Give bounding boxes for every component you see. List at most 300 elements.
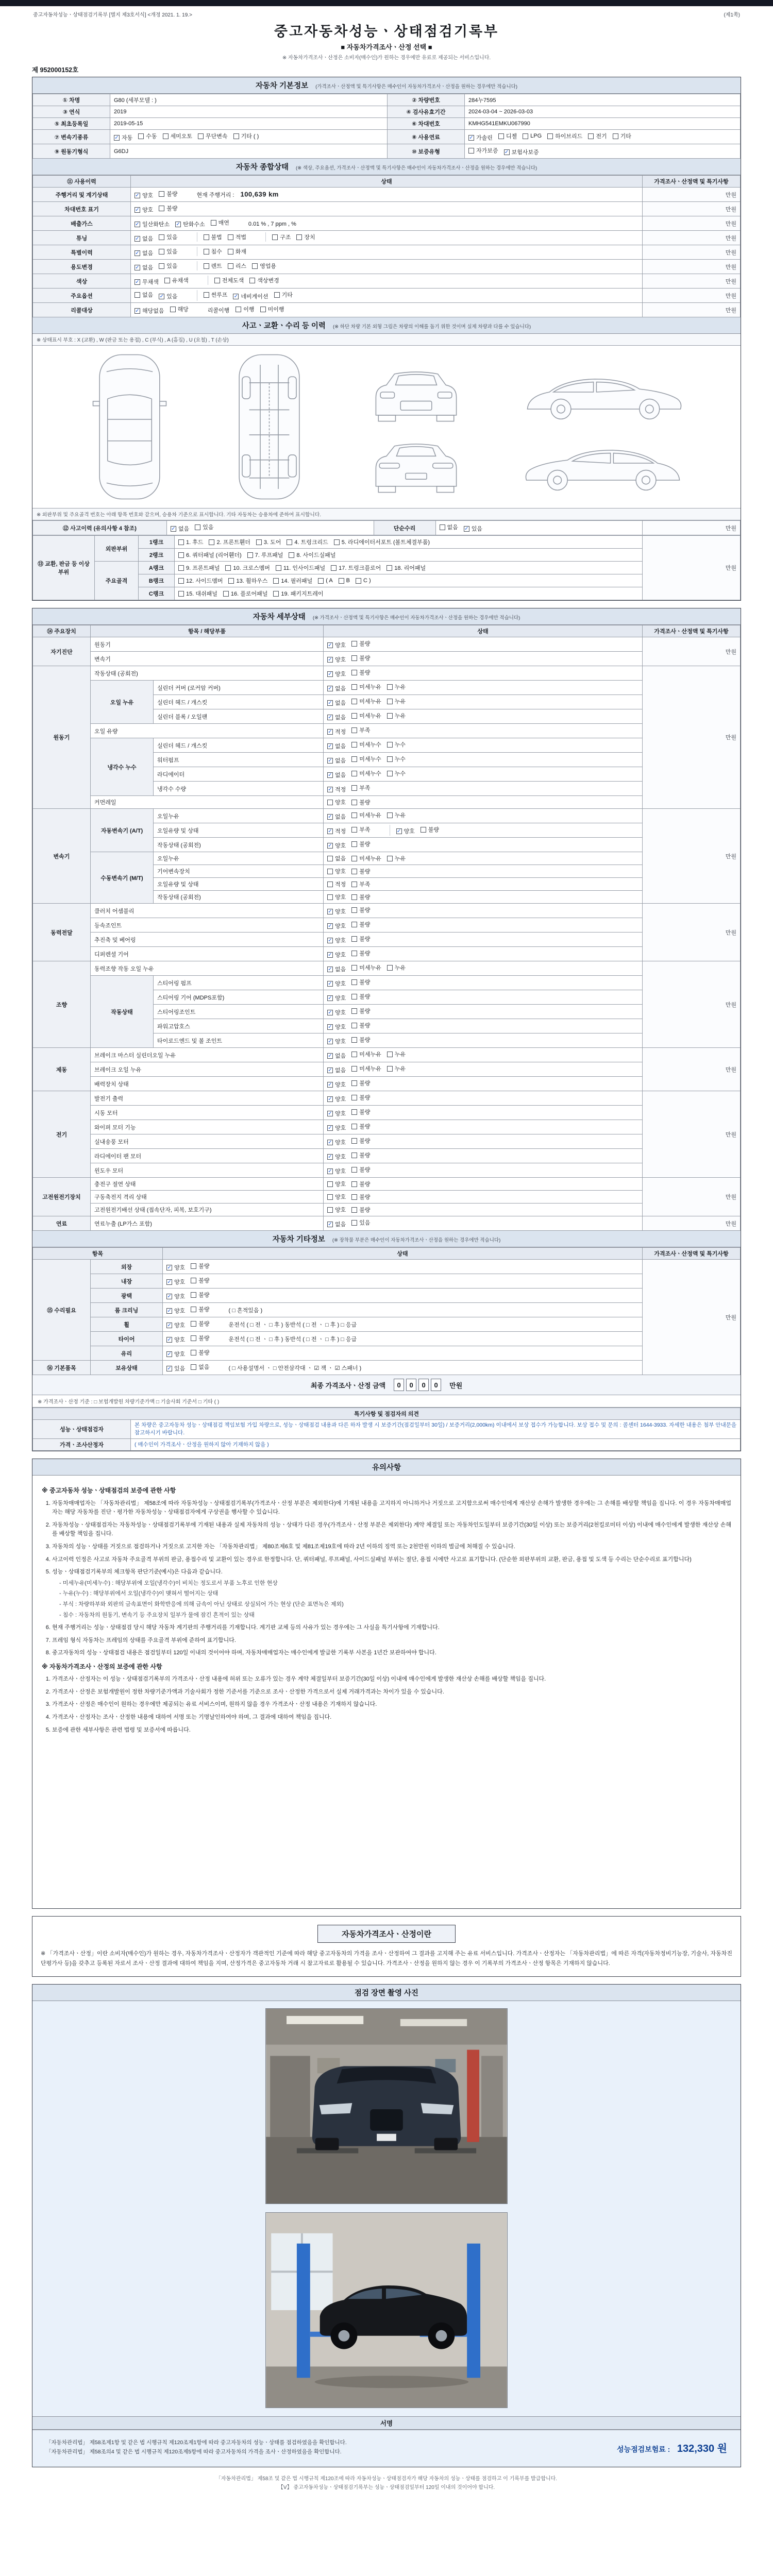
checkbox-전기[interactable] (588, 132, 607, 140)
device-subgroup: 작동상태 (91, 976, 154, 1048)
checkbox-불량[interactable] (421, 825, 439, 834)
checkbox-label: 8. 사이드실패널 (296, 552, 336, 558)
usage-row (33, 245, 741, 260)
checkbox-양호[interactable] (327, 1080, 346, 1089)
checkbox-label: 일산화탄소 (142, 222, 170, 228)
checkbox-group (135, 247, 189, 258)
checkbox-불량[interactable] (351, 1122, 370, 1130)
checkbox-불량[interactable] (351, 668, 370, 676)
checkbox-미세누유[interactable] (351, 697, 381, 705)
checkbox-없음[interactable] (327, 1052, 346, 1060)
checkbox-불량[interactable] (351, 992, 370, 1001)
checkbox-양호[interactable] (327, 670, 346, 678)
checkbox-누수[interactable] (387, 740, 406, 749)
checkbox-색상변경[interactable] (249, 276, 279, 284)
checkbox-group (197, 261, 287, 270)
device-item: 와이퍼 모터 기능 (91, 1120, 324, 1134)
checkbox-전체도색[interactable] (214, 276, 244, 284)
checkbox-이행[interactable] (236, 305, 254, 313)
checkbox-부족[interactable] (351, 726, 370, 734)
device-item: 실내송풍 모터 (91, 1134, 324, 1149)
checkbox-부족[interactable] (351, 784, 370, 792)
basic-info-row (33, 130, 741, 144)
device-state (324, 753, 643, 767)
checkbox-불량[interactable] (351, 1021, 370, 1029)
usage-label: 튜닝 (33, 231, 131, 245)
checkbox-디젤[interactable] (498, 132, 517, 140)
checkbox-가솔린[interactable] (468, 133, 493, 142)
checkbox-양호[interactable] (166, 1321, 185, 1329)
checkbox-미세누수[interactable] (351, 740, 381, 749)
checkbox-( A[interactable] (318, 578, 332, 584)
checkbox-없음[interactable] (327, 1066, 346, 1074)
parts-items (175, 562, 643, 574)
checkbox-group (327, 783, 381, 794)
checkbox-양호[interactable] (327, 936, 346, 944)
unchecked-checkbox-box (498, 133, 504, 139)
checkbox-없음[interactable] (135, 263, 153, 272)
checkbox-없음[interactable] (327, 713, 346, 721)
checkbox-label: C ) (363, 578, 371, 584)
checkbox-있음[interactable] (351, 1218, 370, 1227)
checkbox-label: 불량 (359, 1037, 371, 1043)
device-state (324, 1106, 643, 1120)
checkbox-group (327, 934, 381, 945)
checkbox-양호[interactable] (327, 1167, 346, 1175)
basic-info-note: (가격조사ㆍ산정액 및 특기사항은 매수인이 자동차가격조사ㆍ산정을 원하는 경우에만 적습니다) (315, 84, 517, 90)
checkbox-label: 부족 (359, 827, 371, 833)
checkbox-미세누유[interactable] (351, 811, 381, 819)
checkbox-기타 ( )[interactable] (233, 132, 259, 140)
checkbox-C )[interactable] (356, 578, 371, 584)
parts-row (33, 549, 741, 562)
device-state (324, 918, 643, 933)
checkbox-기타[interactable] (613, 132, 631, 140)
checkbox-17. 트렁크플로어[interactable] (331, 564, 381, 572)
unchecked-checkbox-box (351, 1008, 357, 1014)
checkbox-2. 프론트휀더[interactable] (209, 538, 250, 546)
checkbox-15. 대쉬패널[interactable] (178, 589, 217, 598)
checkbox-미세누수[interactable] (351, 755, 381, 763)
checkbox-누유[interactable] (387, 683, 406, 691)
checkbox-1. 후드[interactable] (178, 538, 203, 546)
checkbox-19. 패키지트레이[interactable] (273, 589, 323, 598)
checkbox-group (327, 1078, 381, 1089)
checkbox-양호[interactable] (327, 1109, 346, 1117)
checkbox-있음[interactable] (159, 292, 177, 300)
checkbox-12. 사이드멤버[interactable] (178, 577, 223, 585)
checkbox-label: 불량 (359, 1138, 371, 1144)
checkbox-부족[interactable] (351, 880, 370, 888)
checkbox-양호[interactable] (327, 641, 346, 649)
checkbox-양호[interactable] (327, 1023, 346, 1031)
checkbox-없음[interactable] (327, 684, 346, 692)
checkbox-해당[interactable] (170, 305, 189, 313)
checkbox-유채색[interactable] (164, 276, 189, 284)
etc-state (163, 1332, 643, 1346)
checkbox-미세누유[interactable] (351, 683, 381, 691)
checkbox-양호[interactable] (327, 1180, 346, 1188)
checkbox-리스[interactable] (228, 262, 246, 270)
device-item: 스티어링조인트 (154, 1005, 324, 1019)
checkbox-누유[interactable] (387, 711, 406, 720)
checkbox-양호[interactable] (327, 1153, 346, 1161)
checkbox-9. 프론트패널[interactable] (178, 564, 220, 572)
checkbox-양호[interactable] (166, 1335, 185, 1344)
checkbox-불량[interactable] (191, 1319, 209, 1328)
checkbox-불량[interactable] (351, 1093, 370, 1101)
checkbox-label: 하이브리드 (555, 133, 583, 140)
checkbox-불량[interactable] (351, 1206, 370, 1214)
checkbox-렌트[interactable] (204, 262, 222, 270)
checkbox-양호[interactable] (327, 798, 346, 806)
checkbox-수동[interactable] (138, 132, 157, 140)
unchecked-checkbox-box (228, 249, 233, 255)
device-item: 스티어링 기어 (MDPS포함) (154, 990, 324, 1005)
checkbox-무단변속[interactable] (198, 132, 228, 140)
text: 2024-03-04 ~ 2026-03-03 (468, 109, 533, 115)
checkbox-group (166, 1348, 221, 1359)
checkbox-미이행[interactable] (260, 305, 284, 313)
checkbox-불량[interactable] (351, 1180, 370, 1188)
detail-header (32, 608, 741, 625)
checkbox-6. 쿼터패널 (리어휀더)[interactable] (178, 551, 242, 559)
unchecked-checkbox-box (351, 1207, 357, 1213)
checkbox-있음[interactable] (159, 247, 177, 256)
device-state (324, 1033, 643, 1048)
checkbox-label: 썬루프 (211, 292, 228, 298)
checkbox-18. 리어패널[interactable] (386, 564, 426, 572)
unchecked-checkbox-box (225, 565, 231, 571)
checkbox-영업용[interactable] (252, 262, 276, 270)
checkbox-label: 없음 (142, 236, 154, 242)
checkbox-label: 매연 (218, 220, 229, 226)
checkbox-group (327, 1006, 381, 1017)
unchecked-checkbox-box (351, 841, 357, 847)
checkbox-양호[interactable] (327, 922, 346, 930)
unchecked-checkbox-box (228, 263, 233, 269)
checkbox-보험사보증[interactable] (504, 148, 539, 156)
checkbox-불량[interactable] (351, 1165, 370, 1174)
checkbox-없음[interactable] (327, 812, 346, 821)
field-label: ⑤ 최초등록일 (33, 118, 110, 130)
checkbox-없음[interactable] (327, 771, 346, 779)
unchecked-checkbox-box (236, 307, 241, 312)
checkbox-미세누유[interactable] (351, 963, 381, 972)
checkbox-group (327, 1179, 381, 1189)
checkbox-label: 14. 필러패널 (281, 578, 313, 584)
checkbox-없음[interactable] (440, 523, 458, 531)
checkbox-일산화탄소[interactable] (135, 220, 170, 228)
checkbox-불량[interactable] (351, 935, 370, 943)
checkbox-label: 양호 (335, 671, 346, 677)
checkbox-양호[interactable] (327, 893, 346, 901)
checkbox-불량[interactable] (159, 204, 177, 212)
checkbox-label: 불량 (359, 1167, 371, 1173)
remarks-who: 성능ㆍ상태점검자 (33, 1420, 131, 1439)
checkbox-양호[interactable] (327, 1008, 346, 1016)
etc-row (33, 1361, 741, 1375)
checkbox-label: 양호 (335, 1125, 346, 1131)
checkbox-누유[interactable] (387, 697, 406, 705)
checkbox-미세누수[interactable] (351, 769, 381, 777)
checkbox-8. 사이드실패널[interactable] (289, 551, 335, 559)
checkbox-label: 부족 (359, 882, 371, 888)
checkbox-부족[interactable] (351, 825, 370, 834)
checkbox-누유[interactable] (387, 811, 406, 819)
checkbox-누수[interactable] (387, 755, 406, 763)
checkbox-불량[interactable] (159, 190, 177, 198)
checkbox-label: 양호 (335, 923, 346, 929)
checkbox-양호[interactable] (327, 994, 346, 1002)
checkbox-불량[interactable] (191, 1348, 209, 1357)
checkbox-누유[interactable] (387, 963, 406, 972)
etc-row (33, 1346, 741, 1361)
checkbox-5. 라디에이터서포트 (볼트체결부품)[interactable] (334, 538, 430, 546)
field-label: ⑦ 변속기종류 (33, 130, 110, 144)
checked-checkbox-box: ✓ (328, 728, 332, 735)
checkbox-양호[interactable] (135, 206, 153, 214)
field-value (465, 118, 741, 130)
checkbox-적정[interactable] (327, 880, 346, 888)
checkbox-불량[interactable] (351, 1151, 370, 1159)
checkbox-없음[interactable] (327, 1220, 346, 1228)
unchecked-checkbox-box (138, 133, 144, 139)
checkbox-label: 불법 (211, 234, 222, 241)
checkbox-7. 루프패널[interactable] (247, 551, 283, 559)
etc-state (163, 1260, 643, 1274)
car-top-view-diagram (85, 351, 175, 503)
checkbox-4. 트렁크리드[interactable] (287, 538, 328, 546)
checkbox-불량[interactable] (351, 978, 370, 986)
checkbox-자가보증[interactable] (468, 146, 498, 155)
checkbox-없음[interactable] (191, 1363, 209, 1371)
checkbox-양호[interactable] (327, 1037, 346, 1045)
checkbox-group (327, 1122, 381, 1132)
detail-title: 자동차 세부상태 (253, 613, 306, 621)
checkbox-label: 양호 (335, 981, 346, 987)
checkbox-10. 크로스멤버[interactable] (225, 564, 270, 572)
checked-checkbox-box: ✓ (328, 1168, 332, 1174)
checkbox-누유[interactable] (387, 1050, 406, 1058)
notice-item: 4. 가격조사ㆍ산정자는 조사ㆍ산정한 내용에 대하여 서명 또는 기명날인하여야 하며, 그 결과에 대하여 책임을 집니다. (52, 1713, 731, 1722)
checkbox-양호[interactable] (327, 1138, 346, 1146)
price-basis-line: ※ 가격조사ㆍ산정 기준 : □ 보험개발원 차량기준가액 □ 기술사회 기준서 □ 기타 ( ) (32, 1395, 741, 1408)
checkbox-불량[interactable] (191, 1334, 209, 1342)
checkbox-없음[interactable] (327, 699, 346, 707)
checkbox-불량[interactable] (351, 906, 370, 914)
checkbox-불량[interactable] (351, 1193, 370, 1201)
checkbox-group (327, 1192, 381, 1201)
checkbox-불량[interactable] (351, 654, 370, 662)
checkbox-양호[interactable] (166, 1350, 185, 1358)
device-item: 오일유량 및 상태 (154, 823, 324, 838)
col-etc-state: 상태 (163, 1248, 643, 1260)
checkbox-누수[interactable] (387, 769, 406, 777)
checked-checkbox-box: ✓ (135, 250, 140, 256)
checkbox-14. 필러패널[interactable] (273, 577, 312, 585)
unchecked-checkbox-box (351, 994, 357, 999)
field-label: ⑥ 차대번호 (388, 118, 465, 130)
checkbox-label: 15. 대쉬패널 (186, 591, 217, 597)
checkbox-자동[interactable] (114, 133, 132, 142)
device-item: 스티어링 펌프 (154, 976, 324, 990)
checkbox-label: 양호 (335, 1168, 346, 1175)
checkbox-없음[interactable] (135, 291, 153, 299)
unchecked-checkbox-box (252, 263, 258, 269)
checkbox-양호[interactable] (327, 655, 346, 664)
checkbox-label: 불량 (198, 1321, 210, 1327)
checkbox-적정[interactable] (327, 827, 346, 835)
device-row (33, 1216, 741, 1231)
checkbox-양호[interactable] (166, 1307, 185, 1315)
checkbox-미세누유[interactable] (351, 1050, 381, 1058)
price-cell: 만원 (643, 188, 741, 202)
usage-label: 용도변경 (33, 260, 131, 274)
checkbox-불법[interactable] (204, 233, 222, 241)
checkbox-group (327, 740, 416, 751)
checkbox-불량[interactable] (351, 920, 370, 928)
checkbox-누유[interactable] (387, 1064, 406, 1073)
unchecked-checkbox-box (351, 979, 357, 985)
checkbox-불량[interactable] (351, 1036, 370, 1044)
checkbox-탄화수소[interactable] (175, 220, 205, 228)
unchecked-checkbox-box (351, 922, 357, 927)
checkbox-불량[interactable] (351, 1007, 370, 1015)
checkbox-불량[interactable] (191, 1305, 209, 1313)
checkbox-양호[interactable] (327, 907, 346, 916)
checkbox-label: 적정 (335, 729, 346, 735)
checkbox-label: 있음 (359, 1220, 371, 1226)
checkbox-없음[interactable] (135, 249, 153, 257)
unchecked-checkbox-box (191, 1278, 196, 1283)
checkbox-LPG[interactable] (523, 133, 542, 139)
checkbox-미세누유[interactable] (351, 854, 381, 862)
usage-row (33, 274, 741, 289)
checkbox-양호[interactable] (327, 979, 346, 988)
checkbox-없음[interactable] (171, 524, 189, 533)
checkbox-11. 인사이드패널[interactable] (276, 564, 325, 572)
price-cell: 만원 (643, 274, 741, 289)
usage-state (131, 303, 643, 317)
basic-info-row (33, 144, 741, 159)
checkbox-label: 불량 (359, 1095, 371, 1101)
checkbox-있음[interactable] (464, 524, 482, 533)
device-item: 커먼레일 (91, 796, 324, 809)
checkbox-불량[interactable] (351, 1137, 370, 1145)
checkbox-B[interactable] (339, 578, 350, 584)
checkbox-불량[interactable] (351, 949, 370, 957)
checkbox-양호[interactable] (327, 1095, 346, 1103)
checkbox-침수[interactable] (204, 247, 222, 256)
checkbox-미세누유[interactable] (351, 1064, 381, 1073)
checkbox-장치[interactable] (296, 233, 315, 241)
checkbox-3. 도어[interactable] (256, 538, 281, 546)
checkbox-하이브리드[interactable] (547, 132, 582, 140)
checkbox-있음[interactable] (159, 233, 177, 241)
checkbox-양호[interactable] (327, 867, 346, 875)
checkbox-불량[interactable] (351, 798, 370, 806)
checkbox-불량[interactable] (191, 1291, 209, 1299)
checkbox-있음[interactable] (195, 523, 213, 531)
checkbox-양호[interactable] (396, 827, 415, 835)
checkbox-불량[interactable] (191, 1276, 209, 1284)
checkbox-적법[interactable] (228, 233, 246, 241)
checkbox-누유[interactable] (387, 854, 406, 862)
checkbox-불량[interactable] (351, 1108, 370, 1116)
checkbox-적정[interactable] (327, 727, 346, 736)
checkbox-13. 휠하우스[interactable] (228, 577, 267, 585)
checkbox-불량[interactable] (351, 1079, 370, 1087)
checked-checkbox-box: ✓ (135, 207, 140, 213)
checkbox-없음[interactable] (327, 854, 346, 862)
checkbox-양호[interactable] (327, 1124, 346, 1132)
device-row (33, 1134, 741, 1149)
checkbox-세미오토[interactable] (163, 132, 193, 140)
checkbox-없음[interactable] (327, 742, 346, 750)
checkbox-label: 누유 (394, 812, 406, 819)
checkbox-16. 플로어패널[interactable] (223, 589, 267, 598)
checkbox-해당없음[interactable] (135, 307, 164, 315)
footer-notes (32, 2475, 741, 2492)
checkbox-불량[interactable] (351, 893, 370, 901)
checkbox-label: 12. 사이드멤버 (186, 578, 223, 584)
checkbox-양호[interactable] (166, 1263, 185, 1272)
checked-checkbox-box: ✓ (135, 221, 140, 227)
parts-items (175, 536, 643, 549)
checkbox-화재[interactable] (228, 247, 246, 256)
checkbox-group (135, 276, 199, 286)
unchecked-checkbox-box (613, 133, 618, 139)
field-label: ⑨ 원동기형식 (33, 144, 110, 159)
checkbox-없음[interactable] (135, 234, 153, 243)
checkbox-적정[interactable] (327, 785, 346, 793)
checkbox-썬루프[interactable] (204, 291, 228, 299)
checkbox-있음[interactable] (166, 1364, 185, 1372)
checkbox-양호[interactable] (166, 1292, 185, 1300)
checkbox-구조[interactable] (272, 233, 291, 241)
checkbox-불량[interactable] (351, 867, 370, 875)
checkbox-없음[interactable] (327, 756, 346, 765)
checkbox-불량[interactable] (351, 840, 370, 848)
checkbox-불량[interactable] (191, 1262, 209, 1270)
car-side-view-left-diagram (518, 359, 688, 425)
checkbox-양호[interactable] (327, 841, 346, 850)
checkbox-불량[interactable] (351, 639, 370, 648)
checkbox-양호[interactable] (166, 1278, 185, 1286)
checkbox-양호[interactable] (327, 1193, 346, 1201)
checkbox-미세누유[interactable] (351, 711, 381, 720)
checkbox-label: 4. 트렁크리드 (294, 539, 328, 546)
checkbox-양호[interactable] (327, 1206, 346, 1214)
checkbox-label: 없음 (335, 1053, 346, 1059)
checkbox-매연[interactable] (211, 218, 229, 227)
checkbox-기타[interactable] (274, 291, 293, 299)
checkbox-양호[interactable] (135, 191, 153, 199)
checkbox-label: 양호 (335, 995, 346, 1002)
device-state (324, 1134, 643, 1149)
unchecked-checkbox-box (351, 936, 357, 942)
checkbox-무채색[interactable] (135, 278, 159, 286)
checkbox-양호[interactable] (327, 951, 346, 959)
unchecked-checkbox-box (351, 827, 357, 833)
checkbox-네비게이션[interactable] (233, 292, 268, 300)
checked-checkbox-box: ✓ (328, 1038, 332, 1044)
checkbox-group (197, 290, 304, 301)
checkbox-있음[interactable] (159, 262, 177, 270)
checked-checkbox-box: ✓ (135, 279, 140, 285)
checkbox-없음[interactable] (327, 965, 346, 973)
